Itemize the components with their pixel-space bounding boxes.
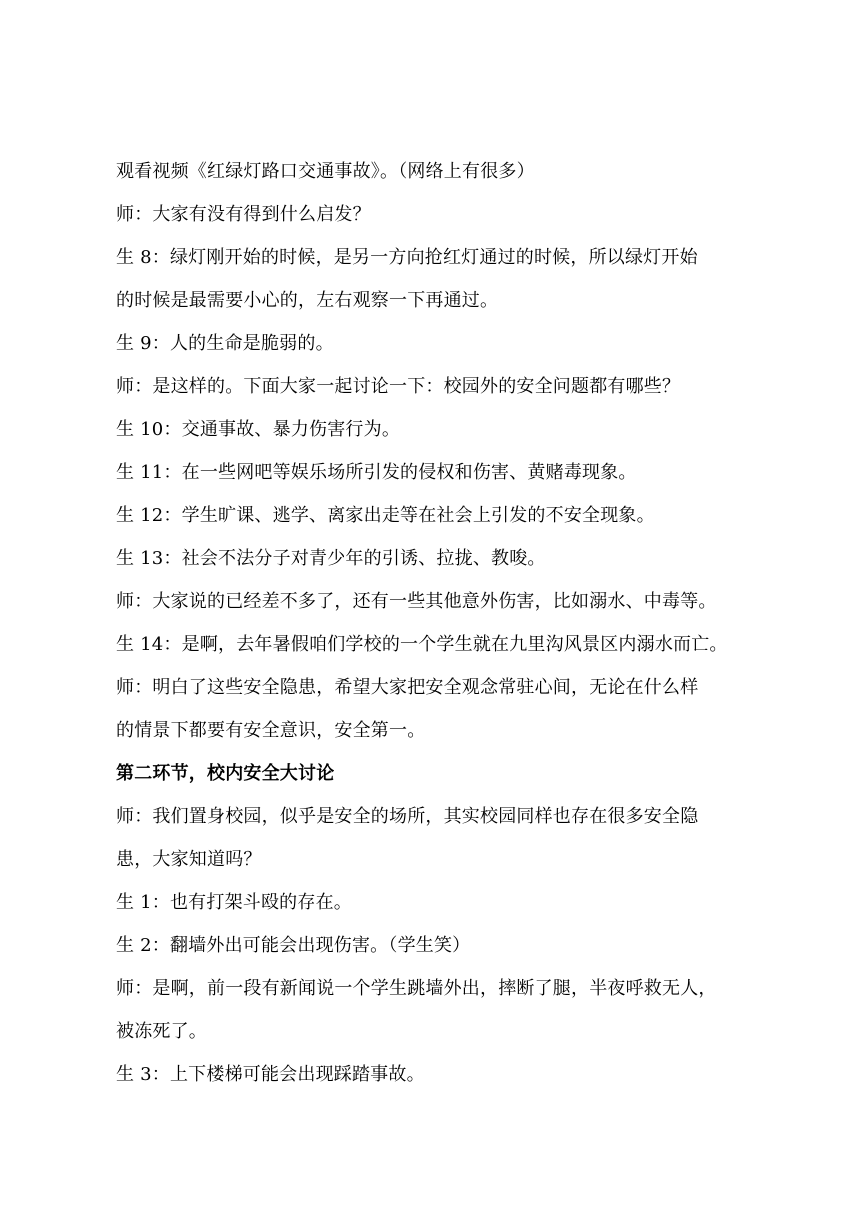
- text-line-student-8-cont: 的时候是最需要小心的，左右观察一下再通过。: [116, 290, 499, 311]
- text-line-video: 观看视频《红绿灯路口交通事故》。（网络上有很多）: [116, 161, 535, 182]
- text-line-student-8: 生 8：绿灯刚开始的时候，是另一方向抢红灯通过的时候，所以绿灯开始: [116, 247, 698, 268]
- text-line-student-1: 生 1：也有打架斗殴的存在。: [116, 892, 352, 913]
- text-line-teacher-advice-cont: 的情景下都要有安全意识，安全第一。: [116, 720, 426, 741]
- text-line-student-11: 生 11：在一些网吧等娱乐场所引发的侵权和伤害、黄赌毒现象。: [116, 462, 637, 483]
- text-line-student-12: 生 12：学生旷课、逃学、离家出走等在社会上引发的不安全现象。: [116, 505, 655, 526]
- text-line-teacher-news-cont: 被冻死了。: [116, 1021, 207, 1042]
- text-line-student-3: 生 3：上下楼梯可能会出现踩踏事故。: [116, 1064, 425, 1085]
- text-line-teacher-summary: 师：大家说的已经差不多了，还有一些其他意外伤害，比如溺水、中毒等。: [116, 591, 717, 612]
- text-line-teacher-news: 师：是啊，前一段有新闻说一个学生跳墙外出，摔断了腿，半夜呼救无人，: [116, 978, 717, 999]
- text-line-student-14: 生 14：是啊，去年暑假咱们学校的一个学生就在九里沟风景区内溺水而亡。: [116, 634, 728, 655]
- text-line-teacher-campus-cont: 患，大家知道吗？: [116, 849, 262, 870]
- text-line-student-13: 生 13：社会不法分子对青少年的引诱、拉拢、教唆。: [116, 548, 546, 569]
- text-line-teacher-discussion: 师：是这样的。下面大家一起讨论一下：校园外的安全问题都有哪些？: [116, 376, 681, 397]
- text-line-teacher-question: 师：大家有没有得到什么启发？: [116, 204, 371, 225]
- section-heading: 第二环节，校内安全大讨论: [116, 763, 335, 784]
- text-line-student-9: 生 9：人的生命是脆弱的。: [116, 333, 334, 354]
- text-line-teacher-advice: 师：明白了这些安全隐患，希望大家把安全观念常驻心间，无论在什么样: [116, 677, 699, 698]
- text-line-student-2: 生 2：翻墙外出可能会出现伤害。（学生笑）: [116, 935, 471, 956]
- text-line-student-10: 生 10：交通事故、暴力伤害行为。: [116, 419, 401, 440]
- text-line-teacher-campus: 师：我们置身校园，似乎是安全的场所，其实校园同样也存在很多安全隐: [116, 806, 699, 827]
